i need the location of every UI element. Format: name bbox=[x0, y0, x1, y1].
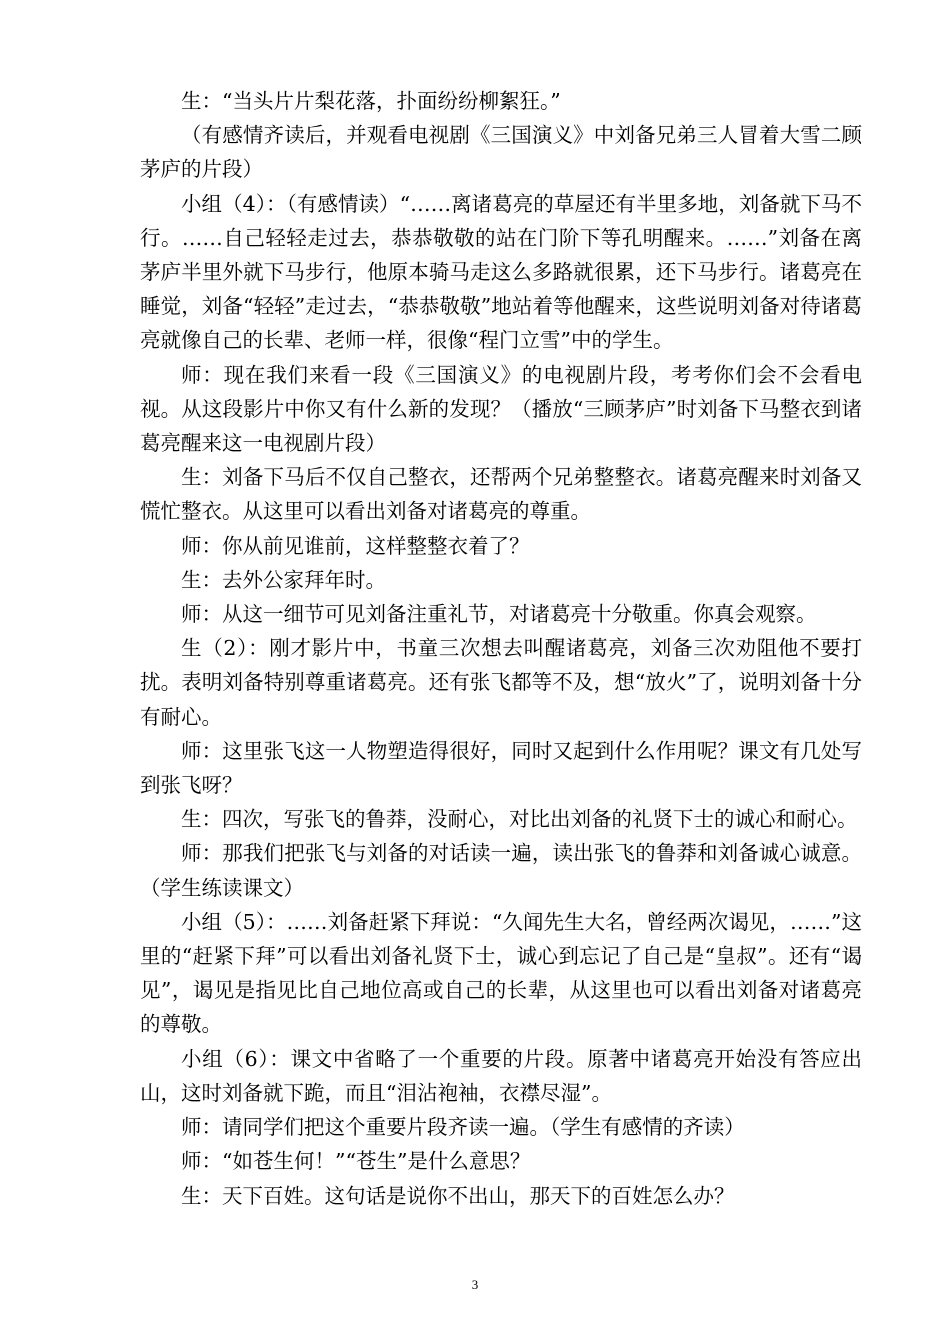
paragraph-12: 师：那我们把张飞与刘备的对话读一遍，读出张飞的鲁莽和刘备诚心诚意。（学生练读课文） bbox=[140, 841, 862, 900]
paragraph-1: 生：“当头片片梨花落，扑面纷纷柳絮狂。” bbox=[181, 89, 561, 113]
paragraph-9: 生（2）：刚才影片中，书童三次想去叫醒诸葛亮，刘备三次劝阻他不要打扰。表明刘备特别尊重诸葛亮。还有张飞都等不及，想“放火”了，说明刘备十分有耐心。 bbox=[140, 636, 862, 729]
paragraph-14: 小组（6）：课文中省略了一个重要的片段。原著中诸葛亮开始没有答应出山，这时刘备就下跪，而且“泪沾袍袖，衣襟尽湿”。 bbox=[140, 1046, 862, 1105]
paragraph-6: 师：你从前见谁前，这样整整衣着了？ bbox=[181, 533, 530, 558]
paragraph-3: 小组（4）：（有感情读）“……离诸葛亮的草屋还有半里多地，刘备就下马不行。……自己轻轻走过去，恭恭敬敬的站在门阶下等孔明醒来。……”刘备在离茅庐半里外就下马步行，他原本骑马走这么多路就很累，还下马步行。诸葛亮在睡觉，刘备“轻轻”走过去，“恭恭敬敬”地站着等他醒来，这些说明刘备对待诸葛亮就像自己的长辈、老师一样，很像“程门立雪”中的学生。 bbox=[140, 191, 862, 353]
paragraph-4: 师：现在我们来看一段《三国演义》的电视剧片段，考考你们会不会看电视。从这段影片中你又有什么新的发现？（播放“三顾茅庐”时刘备下马整衣到诸葛亮醒来这一电视剧片段） bbox=[140, 362, 862, 456]
paragraph-2: （有感情齐读后，并观看电视剧《三国演义》中刘备兄弟三人冒着大雪二顾茅庐的片段） bbox=[140, 123, 862, 182]
page-number: 3 bbox=[471, 1277, 479, 1292]
paragraph-16: 师：“如苍生何！”“苍生”是什么意思？ bbox=[181, 1149, 531, 1174]
paragraph-10: 师：这里张飞这一人物塑造得很好，同时又起到什么作用呢？课文有几处写到张飞呀？ bbox=[140, 738, 862, 798]
document-body bbox=[140, 84, 862, 1213]
paragraph-11: 生：四次，写张飞的鲁莽，没耐心，对比出刘备的礼贤下士的诚心和耐心。 bbox=[181, 807, 858, 832]
paragraph-7: 生：去外公家拜年时。 bbox=[181, 567, 386, 592]
paragraph-5: 生：刘备下马后不仅自己整衣，还帮两个兄弟整整衣。诸葛亮醒来时刘备又慌忙整衣。从这里可以看出刘备对诸葛亮的尊重。 bbox=[140, 465, 862, 524]
paragraph-17: 生：天下百姓。这句话是说你不出山，那天下的百姓怎么办？ bbox=[181, 1183, 735, 1208]
paragraph-15: 师：请同学们把这个重要片段齐读一遍。（学生有感情的齐读） bbox=[181, 1115, 745, 1140]
paragraph-8: 师：从这一细节可见刘备注重礼节，对诸葛亮十分敬重。你真会观察。 bbox=[181, 602, 817, 627]
paragraph-13: 小组（5）：……刘备赶紧下拜说：“久闻先生大名，曾经两次谒见，……”这里的“赶紧下拜”可以看出刘备礼贤下士，诚心到忘记了自己是“皇叔”。还有“谒见”，谒见是指见比自己地位高或自己的长辈，从这里也可以看出刘备对诸葛亮的尊敬。 bbox=[140, 909, 862, 1037]
